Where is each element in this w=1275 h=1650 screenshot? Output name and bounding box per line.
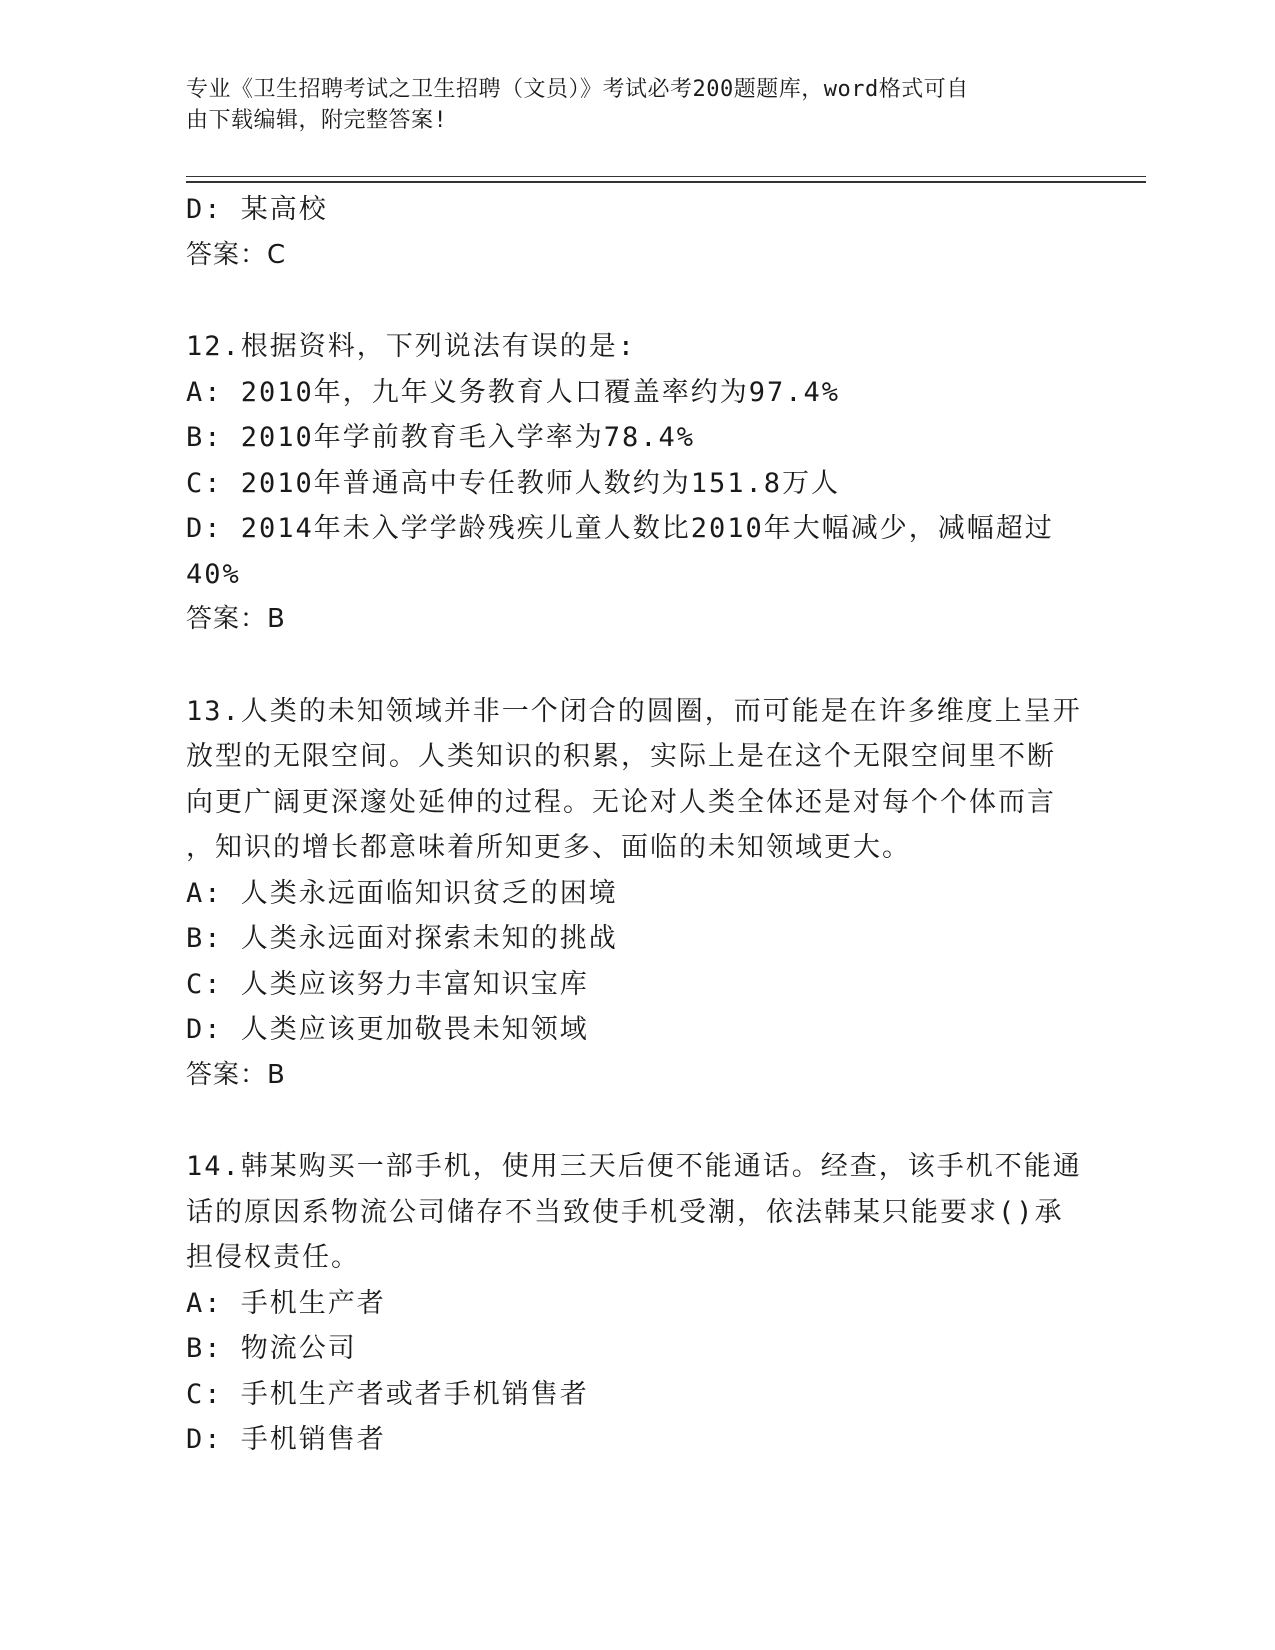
prev-option-d: D: 某高校	[186, 194, 328, 225]
q13-stem-line-4: ，知识的增长都意味着所知更多、面临的未知领域更大。	[186, 832, 911, 863]
q13-answer: 答案：B	[186, 1059, 286, 1090]
prev-answer: 答案：C	[186, 239, 287, 270]
header-line-2: 由下载编辑，附完整答案!	[186, 108, 448, 133]
q14-stem-line-1: 14.韩某购买一部手机，使用三天后便不能通话。经查，该手机不能通	[186, 1151, 1082, 1182]
q12-option-b: B: 2010年学前教育毛入学率为78.4%	[186, 422, 696, 453]
header-line-1: 专业《卫生招聘考试之卫生招聘（文员）》考试必考200题题库，word格式可自	[186, 77, 969, 102]
spacer	[186, 278, 1086, 324]
q13-option-b: B: 人类永远面对探索未知的挑战	[186, 923, 618, 954]
q13-stem-line-1: 13.人类的未知领域并非一个闭合的圆圈，而可能是在许多维度上呈开	[186, 695, 1082, 727]
spacer	[186, 643, 1086, 689]
q13-stem-line-2: 放型的无限空间。人类知识的积累，实际上是在这个无限空间里不断	[186, 741, 1056, 772]
q14-option-d: D: 手机销售者	[186, 1424, 386, 1455]
q12-stem: 12.根据资料，下列说法有误的是:	[186, 331, 637, 362]
spacer	[186, 1098, 1086, 1144]
q12-option-a: A: 2010年，九年义务教育人口覆盖率约为97.4%	[186, 376, 841, 408]
q12-option-c: C: 2010年普通高中专任教师人数约为151.8万人	[186, 467, 841, 499]
q12-option-d-line-1: D: 2014年未入学学龄残疾儿童人数比2010年大幅减少，减幅超过	[186, 513, 1054, 544]
q13-option-c: C: 人类应该努力丰富知识宝库	[186, 968, 589, 1000]
q14-option-b: B: 物流公司	[186, 1333, 357, 1364]
q13-option-a: A: 人类永远面临知识贫乏的困境	[186, 877, 618, 909]
page-header	[186, 74, 1066, 136]
header-rule-thick	[186, 181, 1146, 183]
q14-option-a: A: 手机生产者	[186, 1287, 386, 1319]
q12-option-d-line-2: 40%	[186, 558, 241, 590]
q13-stem-line-3: 向更广阔更深邃处延伸的过程。无论对人类全体还是对每个个体而言	[186, 786, 1056, 818]
q13-option-d: D: 人类应该更加敬畏未知领域	[186, 1014, 589, 1045]
document-body	[186, 187, 1086, 1463]
q14-option-c: C: 手机生产者或者手机销售者	[186, 1378, 589, 1410]
header-rule-thin	[186, 176, 1146, 177]
q14-stem-line-3: 担侵权责任。	[186, 1242, 360, 1273]
q14-stem-line-2: 话的原因系物流公司储存不当致使手机受潮，依法韩某只能要求()承	[186, 1196, 1064, 1228]
q12-answer: 答案：B	[186, 604, 286, 634]
